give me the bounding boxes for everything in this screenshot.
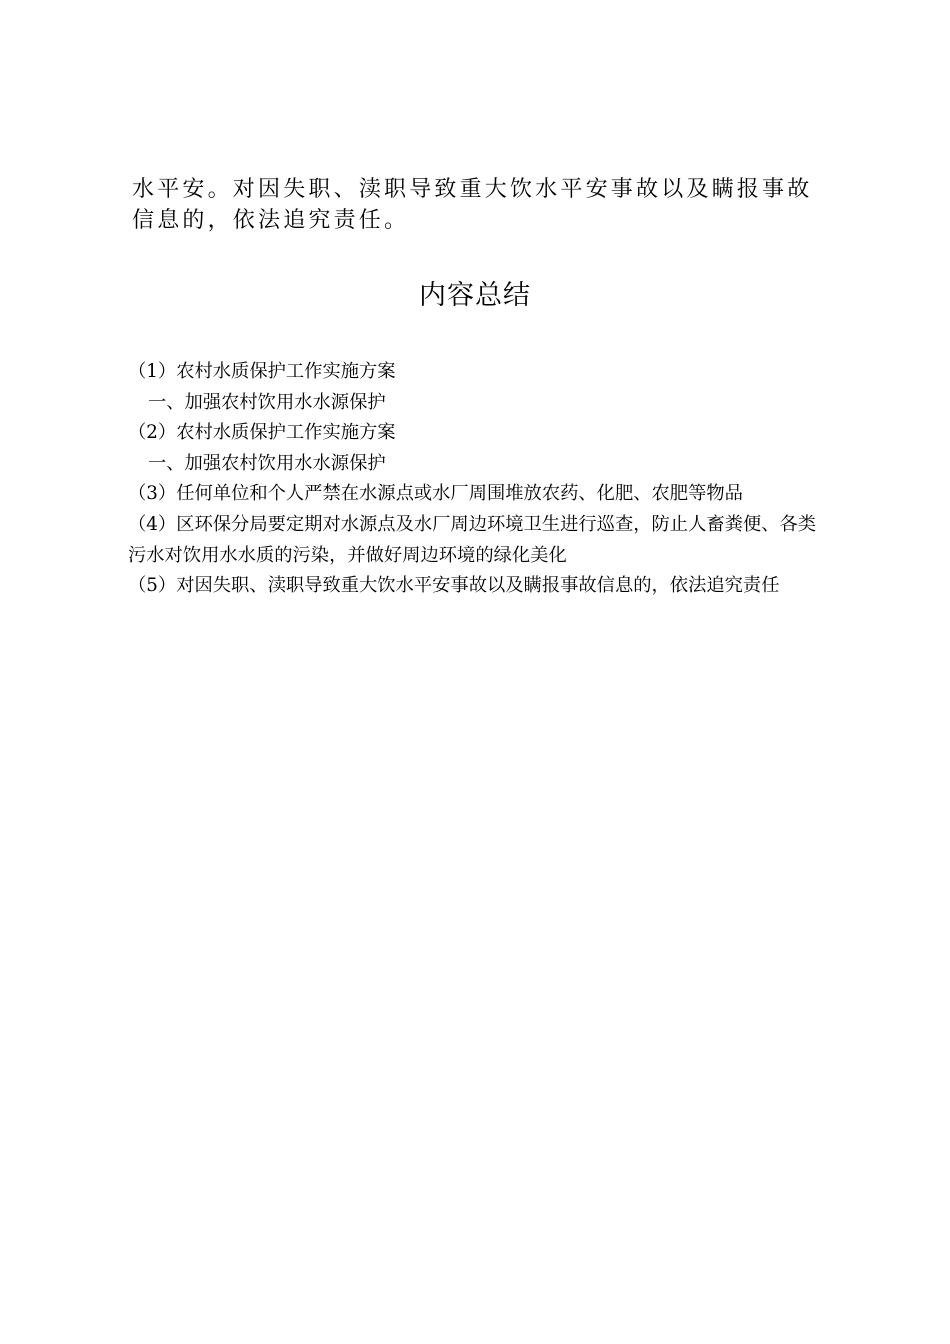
summary-item: （1）农村水质保护工作实施方案: [128, 361, 396, 382]
continuation-line: 信息的，依法追究责任。: [132, 208, 410, 233]
summary-item: （5）对因失职、渎职导致重大饮水平安事故以及瞒报事故信息的，依法追究责任: [128, 575, 780, 597]
summary-item: （4）区环保分局要定期对水源点及水厂周边环境卫生进行巡查，防止人畜粪便、各类污水对饮用水水质的污染，并做好周边环境的绿化美化: [128, 513, 817, 566]
summary-title: 内容总结: [419, 280, 531, 311]
summary-item: （3）任何单位和个人严禁在水源点或水厂周围堆放农药、化肥、农肥等物品: [128, 483, 743, 505]
continuation-paragraph: [132, 174, 832, 236]
summary-item: 一、加强农村饮用水水源保护: [148, 452, 386, 474]
continuation-line: 水平安。对因失职、渎职导致重大饮水平安事故以及瞒报事故: [132, 177, 813, 202]
summary-item: 一、加强农村饮用水水源保护: [148, 391, 386, 413]
summary-item: （2）农村水质保护工作实施方案: [128, 422, 396, 444]
summary-list: [128, 357, 828, 602]
